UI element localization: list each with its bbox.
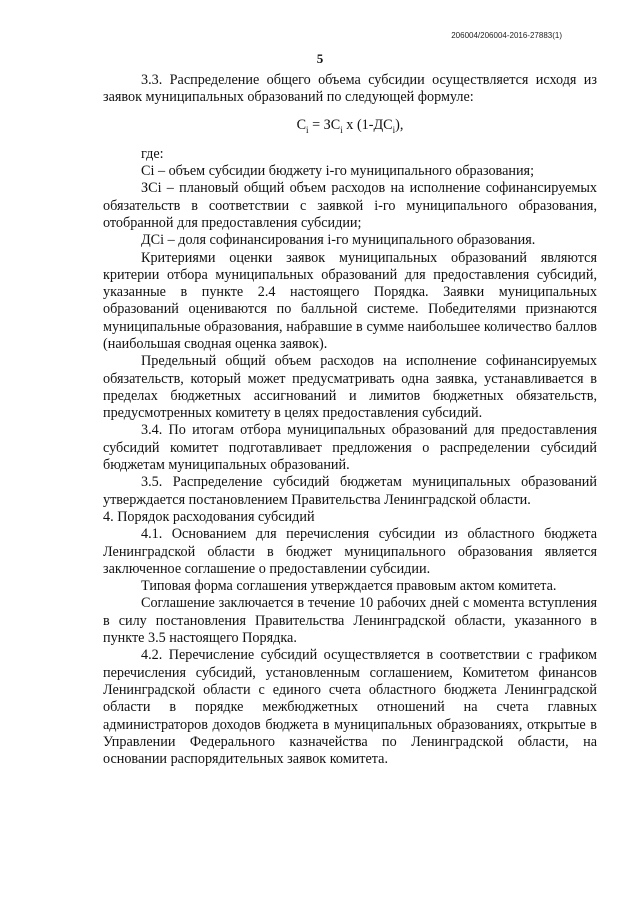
- page-number: 5: [316, 51, 324, 66]
- paragraph-limit: Предельный общий объем расходов на исполнение софинансируемых обязательств, который может предусматривать одна заявка, устанавливается в пределах бюджетных ассигнований и лимитов бюджетных обязательств, предусмотренных комитету в целях предоставления субсидий.: [103, 353, 597, 422]
- formula-eq: = ЗC: [308, 116, 341, 133]
- formula-c: C: [296, 116, 307, 133]
- paragraph-3-5: 3.5. Распределение субсидий бюджетам муниципальных образований утверждается постановлением Правительства Ленинградской области.: [103, 474, 597, 508]
- definition-dci: ДCi – доля софинансирования i-го муниципального образования.: [141, 232, 536, 249]
- paragraph-3-4: 3.4. По итогам отбора муниципальных образований для предоставления субсидий комитет подготавливает предложения о распределении субсидий бюджетам муниципальных образований.: [103, 422, 597, 474]
- document-id: 206004/206004-2016-27883(1): [451, 31, 562, 40]
- paragraph-3-3: 3.3. Распределение общего объема субсидии осуществляется исходя из заявок муниципальных образований по следующей формуле:: [103, 72, 597, 106]
- document-body: [103, 72, 597, 768]
- formula: [103, 117, 597, 139]
- formula-mid: х (1-ДC: [342, 116, 393, 133]
- definition-ci: Ci – объем субсидии бюджету i-го муниципального образования;: [141, 163, 535, 180]
- paragraph-4-2: 4.2. Перечисление субсидий осуществляется в соответствии с графиком перечисления субсидий, установленным соглашением, Комитетом финансов Ленинградской области с единого счета областного бюджета Ленинградской области в порядке межбюджетных отношений на счета главных администраторов доходов бюджета в муниципальных образованиях, открытые в Управлении Федерального казначейства по Ленинградской области, на основании распорядительных заявок комитета.: [103, 647, 597, 768]
- where-label: где:: [141, 145, 164, 162]
- formula-sub-i: i: [392, 124, 396, 135]
- formula-sub-i: i: [340, 124, 343, 135]
- paragraph-criteria: Критериями оценки заявок муниципальных образований являются критерии отбора муниципальных образований для предоставления субсидий, указанные в пункте 2.4 настоящего Порядка. Заявки муниципальных образований оцениваются по балльной системе. Победителями признаются муниципальные образования, набравшие в сумме наибольшее количество баллов (наибольшая сводная оценка заявок).: [103, 249, 597, 352]
- section-4-heading: 4. Порядок расходования субсидий: [103, 508, 315, 525]
- paragraph-typical-form: Типовая форма соглашения утверждается правовым актом комитета.: [141, 578, 557, 595]
- formula-sub-i: i: [306, 124, 309, 135]
- paragraph-agreement: Соглашение заключается в течение 10 рабочих дней с момента вступления в силу постановления Правительства Ленинградской области, указанного в пункте 3.5 настоящего Порядка.: [103, 595, 597, 647]
- formula-end: ),: [395, 116, 404, 133]
- paragraph-4-1: 4.1. Основанием для перечисления субсидии из областного бюджета Ленинградской области в бюджет муниципального образования является заключенное соглашение о предоставлении субсидии.: [103, 526, 597, 577]
- definition-zci: ЗCi – плановый общий объем расходов на исполнение софинансируемых обязательств в соответствии с заявкой i-го муниципального образования, отобранной для предоставления субсидии;: [103, 180, 597, 231]
